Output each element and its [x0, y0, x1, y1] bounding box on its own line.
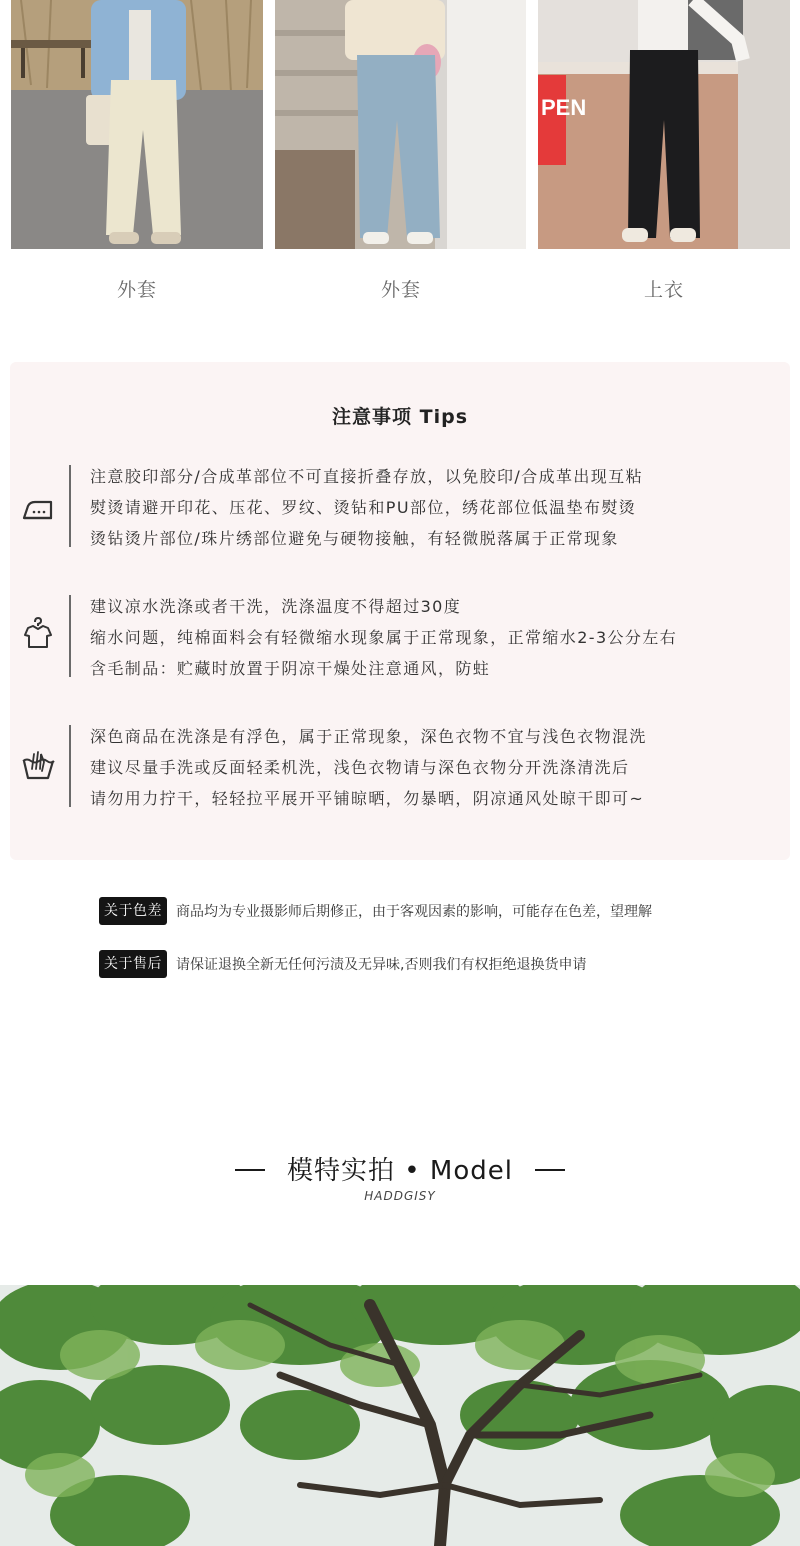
note-after-sales: [99, 949, 586, 979]
outfit-caption: 外套: [116, 279, 157, 301]
model-section-header: [0, 1150, 800, 1203]
outfit-caption: 上衣: [643, 279, 684, 301]
title-dash-left: [235, 1169, 265, 1171]
outfit-photo-black-pants: [538, 0, 790, 249]
hand-wash-icon: [20, 747, 56, 783]
svg-text:PEN: PEN: [541, 95, 587, 120]
note-badge: 关于色差: [99, 897, 167, 925]
outfit-photo-cream-pants: [11, 0, 263, 249]
model-title-text: 模特实拍 • Model: [287, 1156, 513, 1186]
tip-line: 缩水问题，纯棉面料会有轻微缩水现象属于正常现象，正常缩水2-3公分左右: [90, 628, 678, 647]
tip-line: 烫钻烫片部位/珠片绣部位避免与硬物接触，有轻微脱落属于正常现象: [90, 529, 619, 548]
tip-divider: [69, 725, 71, 807]
note-color-difference: [99, 896, 652, 926]
tip-line: 注意胶印部分/合成革部位不可直接折叠存放，以免胶印/合成革出现互粘: [90, 467, 643, 486]
tip-group-care: [10, 721, 790, 817]
tip-line: 建议凉水洗涤或者干洗，洗涤温度不得超过30度: [90, 597, 462, 616]
iron-icon: [20, 491, 56, 527]
note-text: 请保证退换全新无任何污渍及无异味,否则我们有权拒绝退换货申请: [176, 957, 587, 973]
note-badge: 关于售后: [99, 950, 167, 978]
brand-subtitle: HADDGISY: [364, 1189, 436, 1203]
tip-line: 熨烫请避开印花、压花、罗纹、烫钻和PU部位，绣花部位低温垫布熨烫: [90, 498, 637, 517]
tip-group-ironing: [10, 461, 790, 557]
title-dash-right: [535, 1169, 565, 1171]
tip-group-washing: [10, 591, 790, 687]
tip-line: 含毛制品：贮藏时放置于阴凉干燥处注意通风，防蛀: [90, 659, 491, 678]
shirt-hanger-icon: [20, 616, 56, 652]
model-title: [0, 1150, 800, 1187]
model-photo-tree: [0, 1285, 800, 1546]
outfit-caption: 外套: [380, 279, 421, 301]
tips-card: [10, 362, 790, 860]
tip-line: 建议尽量手洗或反面轻柔机洗，浅色衣物请与深色衣物分开洗涤清洗后: [90, 758, 630, 777]
tips-title: 注意事项 Tips: [332, 406, 468, 428]
note-text: 商品均为专业摄影师后期修正，由于客观因素的影响，可能存在色差，望理解: [176, 904, 652, 920]
outfit-photo-blue-pants: [275, 0, 526, 249]
tip-divider: [69, 465, 71, 547]
outfit-gallery: [0, 0, 800, 320]
tip-line: 请勿用力拧干，轻轻拉平展开平铺晾晒，勿暴晒，阴凉通风处晾干即可~: [90, 789, 645, 808]
tip-divider: [69, 595, 71, 677]
tip-line: 深色商品在洗涤是有浮色，属于正常现象，深色衣物不宜与浅色衣物混洗: [90, 727, 647, 746]
